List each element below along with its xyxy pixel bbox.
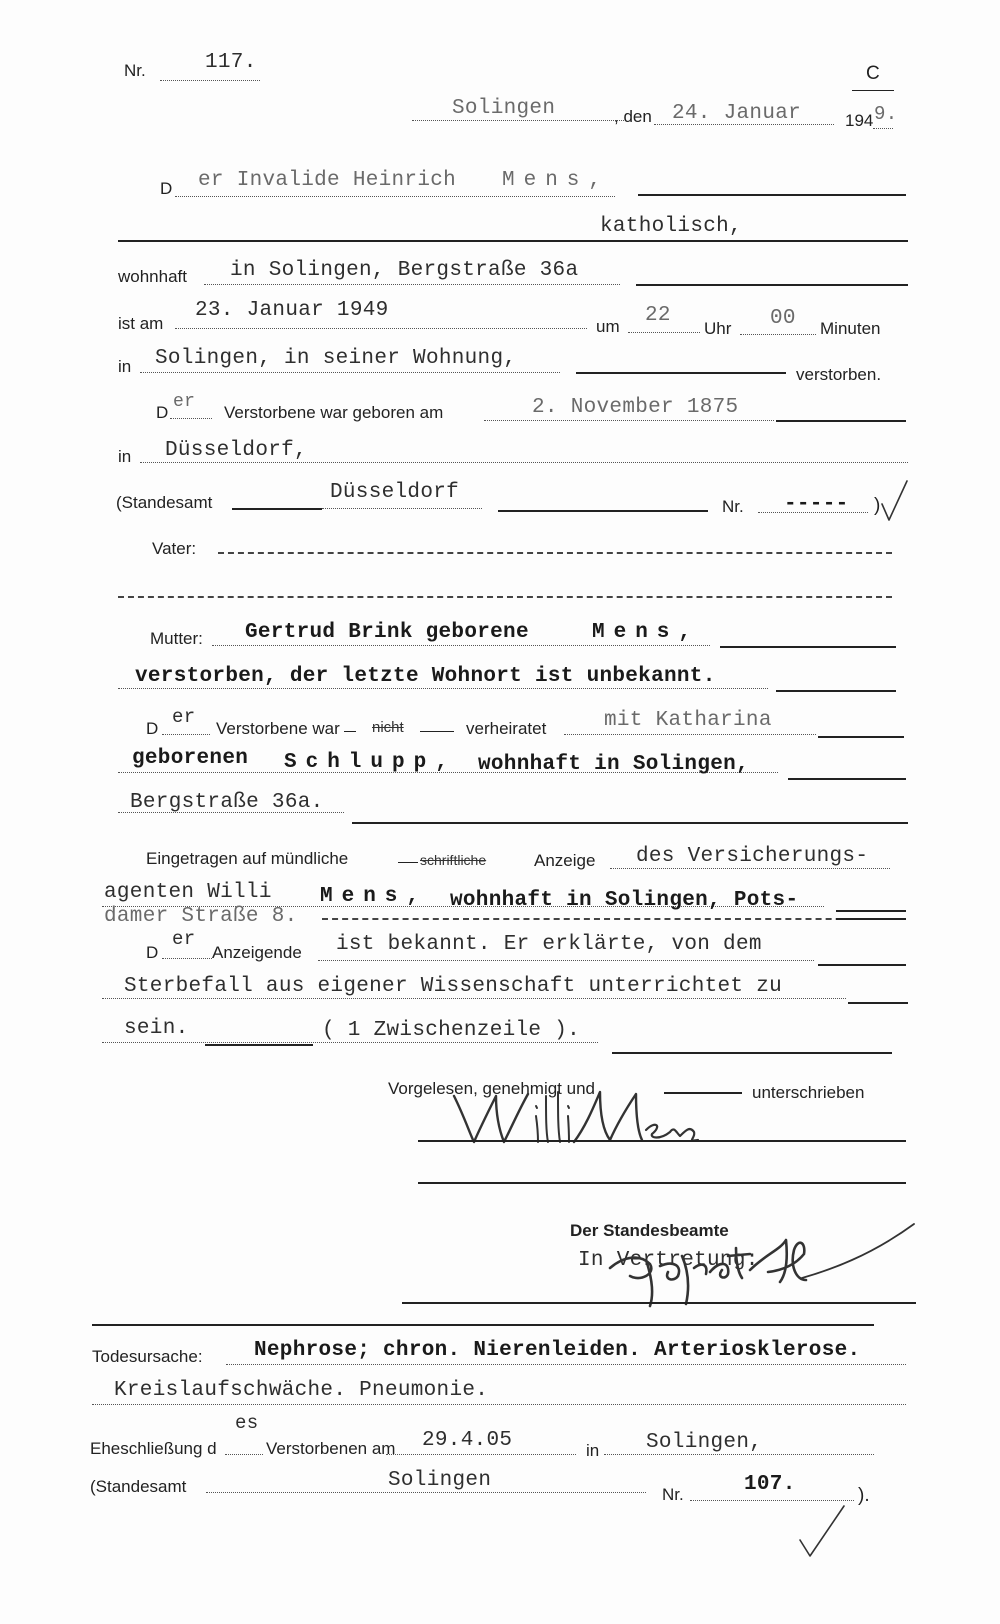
standesamt-value: Düsseldorf	[330, 481, 460, 504]
informant-value-1: des Versicherungs-	[636, 845, 869, 868]
spouse-line3-rule	[352, 822, 908, 824]
married-d-dotline	[162, 734, 210, 735]
death-hour: 22	[645, 304, 671, 327]
death-minutes: 00	[770, 307, 796, 330]
informant-dotline-6	[102, 1042, 598, 1043]
informant-dotline-4	[318, 960, 814, 961]
informant-label-a: Eingetragen auf mündliche	[146, 849, 349, 868]
born-d-label: D	[156, 403, 169, 422]
death-date: 23. Januar 1949	[195, 299, 389, 322]
informant-d-fill: er	[172, 928, 196, 950]
deceased-d-label: D	[160, 179, 173, 198]
standesamt-rule-a	[232, 508, 322, 510]
standesamt-dotline	[322, 508, 482, 509]
vater-label: Vater:	[152, 539, 197, 558]
born-d-fill: er	[173, 392, 196, 412]
informant-rule-5	[848, 1002, 908, 1004]
deceased-address: in Solingen, Bergstraße 36a	[230, 259, 579, 282]
birth-date-dotline	[484, 420, 774, 421]
informant-value-5: Sterbefall aus eigener Wissenschaft unterrichtet zu	[124, 975, 783, 998]
corner-rule	[852, 90, 894, 91]
footer-nr-value: 107.	[744, 1473, 796, 1496]
spouse-line2-rule	[788, 778, 906, 780]
death-in-label: in	[118, 357, 132, 376]
mutter-name: Gertrud Brink geborene	[245, 621, 529, 644]
married-d-label: D	[146, 719, 159, 738]
cause-label: Todesursache:	[92, 1347, 203, 1366]
corner-letter: C	[866, 63, 880, 84]
mutter-label: Mutter:	[150, 629, 203, 648]
registrar-title: Der Standesbeamte	[570, 1221, 729, 1240]
footer-nr-label: Nr.	[662, 1485, 684, 1504]
address-rule	[636, 284, 908, 286]
registrar-in-vertretung: In Vertretung:	[578, 1249, 759, 1272]
deceased-religion: katholisch,	[600, 215, 742, 238]
vater-dashline-2	[118, 596, 892, 598]
header-place: Solingen	[452, 97, 556, 120]
year-suffix: 9.	[874, 103, 898, 125]
footer-check-mark-icon	[796, 1500, 846, 1560]
unterschrieben-label: unterschrieben	[752, 1083, 865, 1102]
informant-value-6b: ( 1 Zwischenzeile ).	[322, 1019, 581, 1042]
mutter-rule	[720, 646, 896, 648]
deceased-name-dotline	[175, 196, 615, 197]
hour-dotline	[628, 332, 700, 333]
year-prefix: 194	[845, 111, 874, 130]
footer-close: ).	[858, 1485, 870, 1506]
minutes-dotline	[740, 334, 816, 335]
standesamt-close: )	[874, 495, 881, 516]
death-place: Solingen, in seiner Wohnung,	[155, 347, 517, 370]
spouse-surname: Schlupp,	[284, 751, 457, 774]
born-label: Verstorbene war geboren am	[224, 403, 444, 422]
informant-rule-6a	[205, 1044, 313, 1046]
informant-rule-2	[836, 910, 906, 912]
spouse-line2-b: wohnhaft in Solingen,	[478, 753, 749, 776]
header-date: 24. Januar	[672, 102, 802, 125]
footer-standesamt-dotline	[206, 1492, 646, 1493]
marriage-date-dotline	[386, 1454, 576, 1455]
nr-dotline	[160, 80, 260, 81]
birth-date: 2. November 1875	[532, 396, 739, 419]
informant-rule-3	[836, 918, 906, 920]
standesamt-nr-label: Nr.	[722, 497, 744, 516]
marriage-place-dotline	[604, 1454, 874, 1455]
informant-dotline-5	[102, 998, 846, 999]
deceased-name: er Invalide Heinrich	[198, 169, 457, 192]
check-mark-icon	[880, 478, 910, 524]
death-date-dotline	[175, 328, 587, 329]
spouse: mit Katharina	[604, 709, 772, 732]
marriage-es: es	[235, 1412, 259, 1434]
marriage-place: Solingen,	[646, 1431, 763, 1454]
marriage-date: 29.4.05	[422, 1429, 513, 1452]
vorgelesen-label: Vorgelesen, genehmigt und	[388, 1079, 595, 1098]
informant-dotline-1	[610, 868, 890, 869]
wohnhaft-label: wohnhaft	[118, 267, 187, 286]
spouse-line2-a: geborenen	[132, 747, 249, 770]
anzeigende-label: Anzeigende	[212, 943, 302, 962]
informant-strike-a	[398, 862, 418, 863]
married-struck: nicht	[372, 719, 404, 736]
informant-d-label: D	[146, 943, 159, 962]
cause-2: Kreislaufschwäche. Pneumonie.	[114, 1379, 489, 1402]
informant-value-3: damer Straße 8.	[104, 905, 298, 928]
minuten-label: Minuten	[820, 319, 881, 338]
section-divider	[92, 1324, 874, 1326]
cause-dotline-1	[226, 1364, 906, 1365]
death-place-rule	[576, 372, 786, 374]
born-d-dotline	[170, 418, 212, 419]
religion-rule	[118, 240, 908, 242]
footer-standesamt-value: Solingen	[388, 1469, 492, 1492]
address-dotline	[204, 284, 620, 285]
deceased-name-rule	[638, 194, 906, 196]
spouse-dotline	[564, 734, 816, 735]
informant-struck: schriftliche	[420, 852, 487, 868]
standesamt-rule-b	[498, 510, 708, 512]
signature-rule-2	[418, 1182, 906, 1184]
registrar-signature-icon	[590, 1220, 920, 1310]
vater-dashline	[218, 552, 892, 554]
married-d-fill: er	[172, 706, 196, 728]
uhr-label: Uhr	[704, 319, 732, 338]
nr-value: 117.	[205, 51, 257, 74]
mutter-note-rule	[776, 690, 896, 692]
informant-value-6a: sein.	[124, 1017, 189, 1040]
married-label-a: Verstorbene war	[216, 719, 340, 738]
verstorben-label: verstorben.	[796, 365, 882, 384]
um-label: um	[596, 317, 620, 336]
married-strike-a	[344, 731, 356, 732]
standesamt-nr-value: -----	[784, 493, 849, 516]
informant-value-2a: agenten Willi	[104, 881, 272, 904]
header-place-dotline	[412, 120, 624, 121]
cause-dotline-2	[92, 1404, 906, 1405]
married-strike-b	[420, 731, 454, 732]
informant-rule-4	[818, 964, 906, 966]
spouse-line3: Bergstraße 36a.	[130, 791, 324, 814]
death-place-dotline	[140, 372, 560, 373]
nr-label: Nr.	[124, 61, 146, 80]
standesamt-label: (Standesamt	[116, 493, 213, 512]
marriage-in-label: in	[586, 1441, 600, 1460]
den-label: , den	[614, 107, 652, 126]
birth-in-label: in	[118, 447, 132, 466]
year-dotline	[873, 128, 893, 129]
informant-surname: Mens,	[320, 885, 429, 908]
birth-date-rule	[776, 420, 906, 422]
ist-am-label: ist am	[118, 314, 164, 333]
informant-value-2b: wohnhaft in Solingen, Pots-	[450, 889, 799, 912]
spouse-rule	[818, 736, 904, 738]
mutter-dotline	[212, 645, 710, 646]
informant-rule-6	[612, 1052, 892, 1054]
mutter-surname: Mens,	[592, 621, 701, 644]
footer-standesamt-label: (Standesamt	[90, 1477, 187, 1496]
deceased-surname: Mens,	[502, 169, 611, 192]
informant-d-dotline	[162, 958, 212, 959]
marriage-label-b: Verstorbenen am	[266, 1439, 396, 1458]
married-label-b: verheiratet	[466, 719, 547, 738]
informant-dashline-3	[322, 918, 882, 920]
informant-signature-icon	[424, 1086, 724, 1152]
mutter-note: verstorben, der letzte Wohnort ist unbekannt.	[135, 665, 716, 688]
marriage-es-dotline	[225, 1454, 263, 1455]
registrar-rule	[402, 1302, 916, 1304]
informant-value-4: ist bekannt. Er erklärte, von dem	[336, 933, 762, 956]
birth-place: Düsseldorf,	[165, 439, 307, 462]
cause-1: Nephrose; chron. Nierenleiden. Arteriosklerose.	[254, 1339, 861, 1362]
informant-label-b: Anzeige	[534, 851, 596, 870]
marriage-label-a: Eheschließung d	[90, 1439, 217, 1458]
birth-place-dotline	[140, 462, 908, 463]
mutter-note-dotline	[118, 688, 768, 689]
signature-rule-1	[418, 1140, 906, 1142]
